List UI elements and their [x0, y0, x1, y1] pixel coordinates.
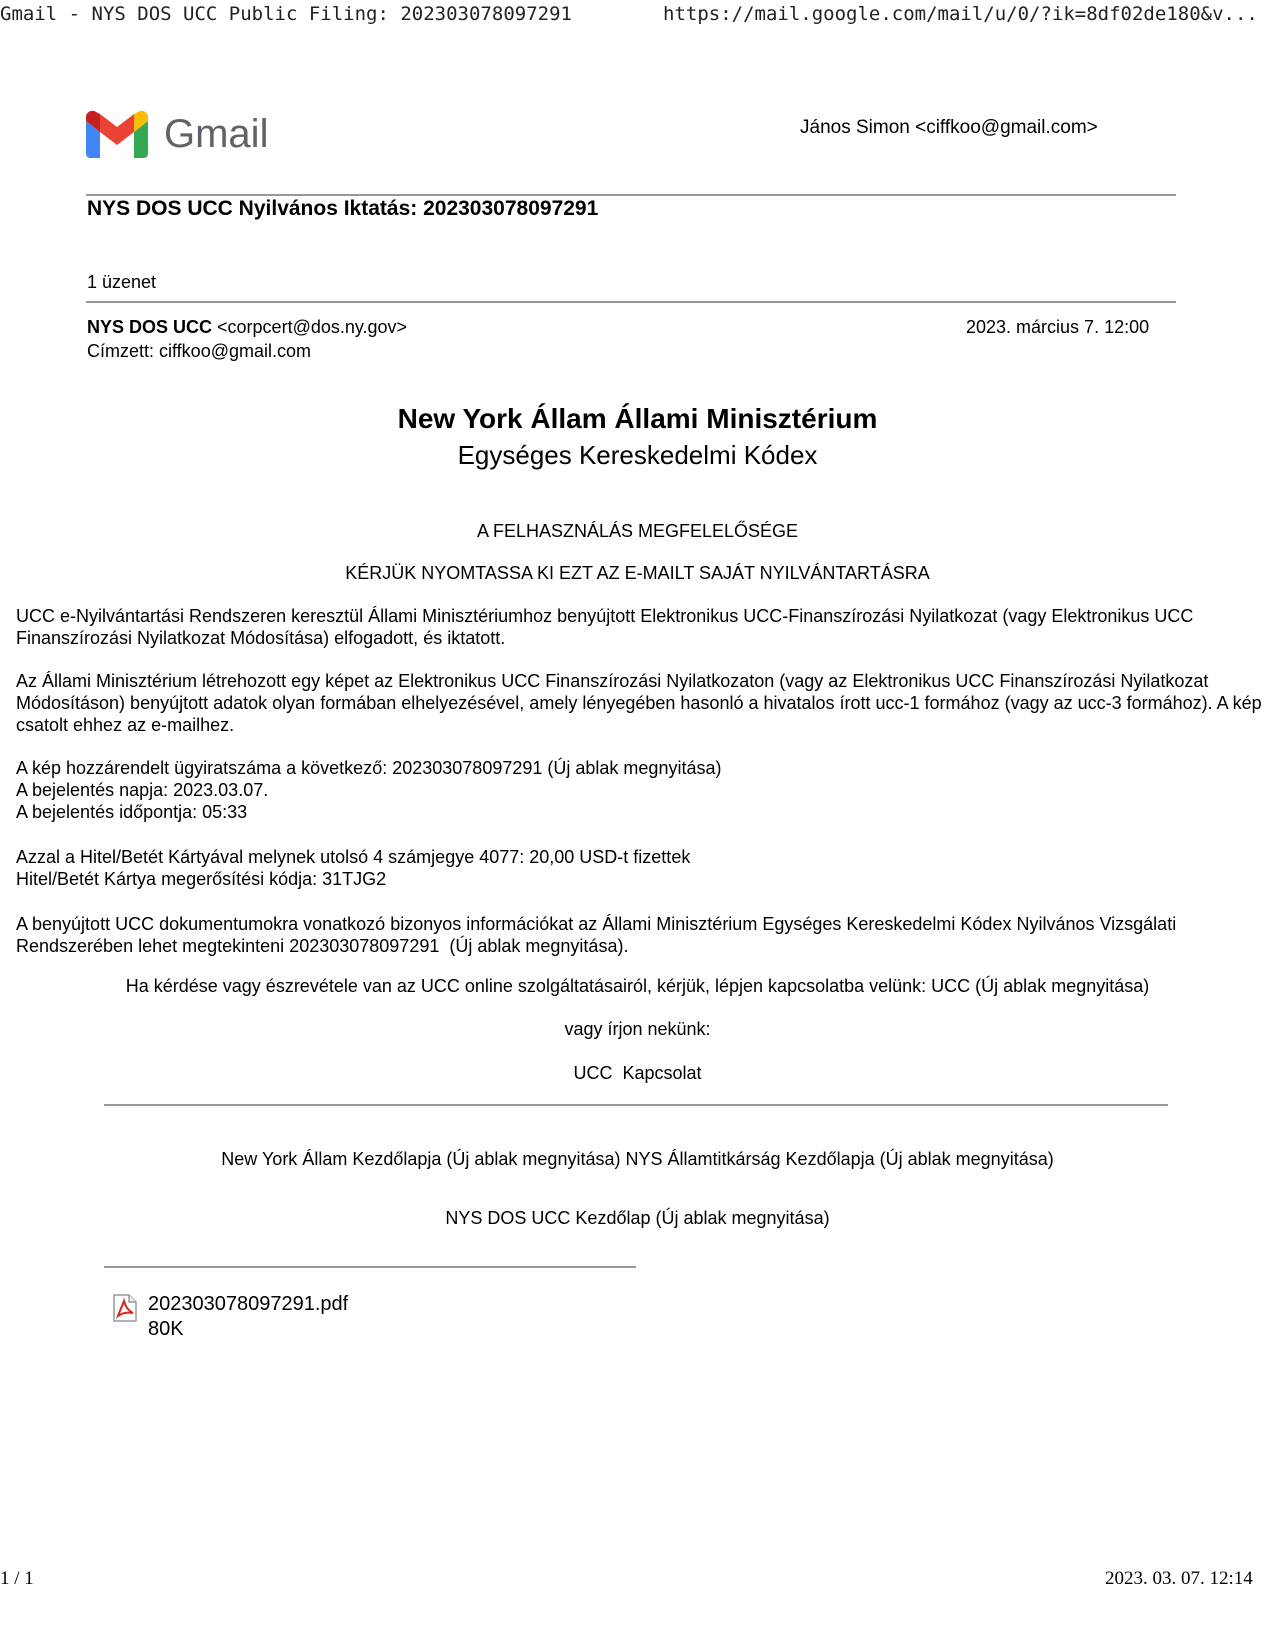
attachment-size: 80K [148, 1318, 184, 1340]
new-window-note: (Új ablak megnyitása) [446, 1149, 621, 1169]
file-number-label: A kép hozzárendelt ügyiratszáma a következő: [16, 758, 393, 778]
page-subtitle: Egységes Kereskedelmi Kódex [457, 440, 818, 470]
public-search-text: A benyújtott UCC dokumentumokra vonatkozó bizonyos információkat az Állami Minisztérium Egységes Kereskedelmi Kódex Nyilvános Vizsgálati Rendszerében lehet megtekinteni [16, 914, 1177, 956]
print-timestamp: 2023. 03. 07. 12:14 [1105, 1568, 1253, 1589]
sender [87, 316, 407, 338]
file-number-line [16, 757, 721, 779]
new-window-note: (Új ablak megnyitása) [655, 1208, 830, 1228]
new-window-note: (Új ablak megnyitása) [975, 976, 1150, 996]
paragraph-image [16, 670, 1266, 736]
paragraph-accepted [16, 605, 1264, 649]
filing-date: A bejelentés napja: 2023.03.07. [16, 780, 269, 800]
attachment-filename[interactable]: 202303078097291.pdf [148, 1293, 349, 1315]
attachment-item[interactable] [112, 1294, 138, 1327]
ucc-home-link[interactable]: NYS DOS UCC Kezdőlap [445, 1208, 651, 1228]
message-date: 2023. március 7. 12:00 [966, 317, 1150, 337]
pdf-icon [112, 1294, 138, 1322]
gmail-logo [86, 110, 148, 163]
public-search-link[interactable]: 202303078097291 [289, 936, 440, 956]
account-label: János Simon <ciffkoo@gmail.com> [800, 117, 1098, 138]
paragraph-accepted-text: UCC e-Nyilvántartási Rendszeren keresztül Állami Minisztériumhoz benyújtott Elektronikus UCC-Finanszírozási Nyilatkozat (vagy Elektronikus UCC Finanszírozási Nyilatkozat Módosítása) elfogadott, és iktatott. [16, 606, 1194, 648]
auth-code: Hitel/Betét Kártya megerősítési kódja: 31TJG2 [16, 869, 387, 889]
footer-links-row [0, 1148, 1275, 1170]
page-title: New York Állam Állami Minisztérium [397, 403, 878, 434]
divider [104, 1104, 1168, 1106]
ny-home-link[interactable]: New York Állam Kezdőlapja [221, 1149, 442, 1169]
new-window-note: (Új ablak megnyitása) [449, 936, 624, 956]
message-count: 1 üzenet [87, 272, 157, 292]
divider [86, 194, 1176, 196]
gmail-m-icon [86, 110, 148, 158]
new-window-note: (Új ablak megnyitása) [879, 1149, 1054, 1169]
divider [86, 301, 1176, 303]
file-number-link[interactable]: 202303078097291 [392, 758, 543, 778]
attachment-divider [104, 1266, 636, 1268]
new-window-note: (Új ablak megnyitása) [547, 758, 722, 778]
gmail-wordmark: Gmail [164, 112, 269, 156]
heading-appropriate-use: A FELHASZNÁLÁS MEGFELELŐSÉGE [476, 521, 799, 541]
page-number: 1 / 1 [0, 1568, 34, 1589]
sender-name: NYS DOS UCC [87, 317, 213, 337]
questions-line [0, 975, 1275, 997]
ucc-home-row [0, 1207, 1275, 1229]
nys-secretary-link[interactable]: NYS Államtitkárság Kezdőlapja [625, 1149, 875, 1169]
recipient: Címzett: ciffkoo@gmail.com [87, 341, 311, 361]
heading-print-notice: KÉRJÜK NYOMTASSA KI EZT AZ E-MAILT SAJÁT NYILVÁNTARTÁSRA [345, 563, 930, 583]
questions-text: Ha kérdése vagy észrevétele van az UCC online szolgáltatásairól, kérjük, lépjen kapcsolatba velünk: [125, 976, 932, 996]
payment-info: Azzal a Hitel/Betét Kártyával melynek utolsó 4 számjegye 4077: 20,00 USD-t fizettek [16, 847, 691, 867]
paragraph-image-text: Az Állami Minisztérium létrehozott egy képet az Elektronikus UCC Finanszírozási Nyilatkozaton (vagy az Elektronikus UCC Finanszírozási Nyilatkozat Módosításon) benyújtott adatok olyan formában elhelyezésével, amely lényegében hasonló a hivatalos írott ucc-1 formához (vagy az ucc-3 formához). A kép csatolt ehhez az e-mailhez. [16, 671, 1262, 735]
ucc-contact-link[interactable]: UCC [931, 976, 971, 996]
or-write-text: vagy írjon nekünk: [564, 1019, 711, 1039]
sender-email: <corpcert@dos.ny.gov> [217, 317, 408, 337]
print-tab-title: Gmail - NYS DOS UCC Public Filing: 202303078097291 [0, 3, 572, 25]
ucc-contact-email-link[interactable]: UCC Kapcsolat [573, 1063, 702, 1083]
sentence-end: . [623, 936, 629, 956]
filing-time: A bejelentés időpontja: 05:33 [16, 802, 248, 822]
print-url: https://mail.google.com/mail/u/0/?ik=8df02de180&v... [663, 3, 1258, 25]
email-subject: NYS DOS UCC Nyilvános Iktatás: 202303078097291 [87, 197, 599, 220]
paragraph-public-search [16, 913, 1256, 957]
